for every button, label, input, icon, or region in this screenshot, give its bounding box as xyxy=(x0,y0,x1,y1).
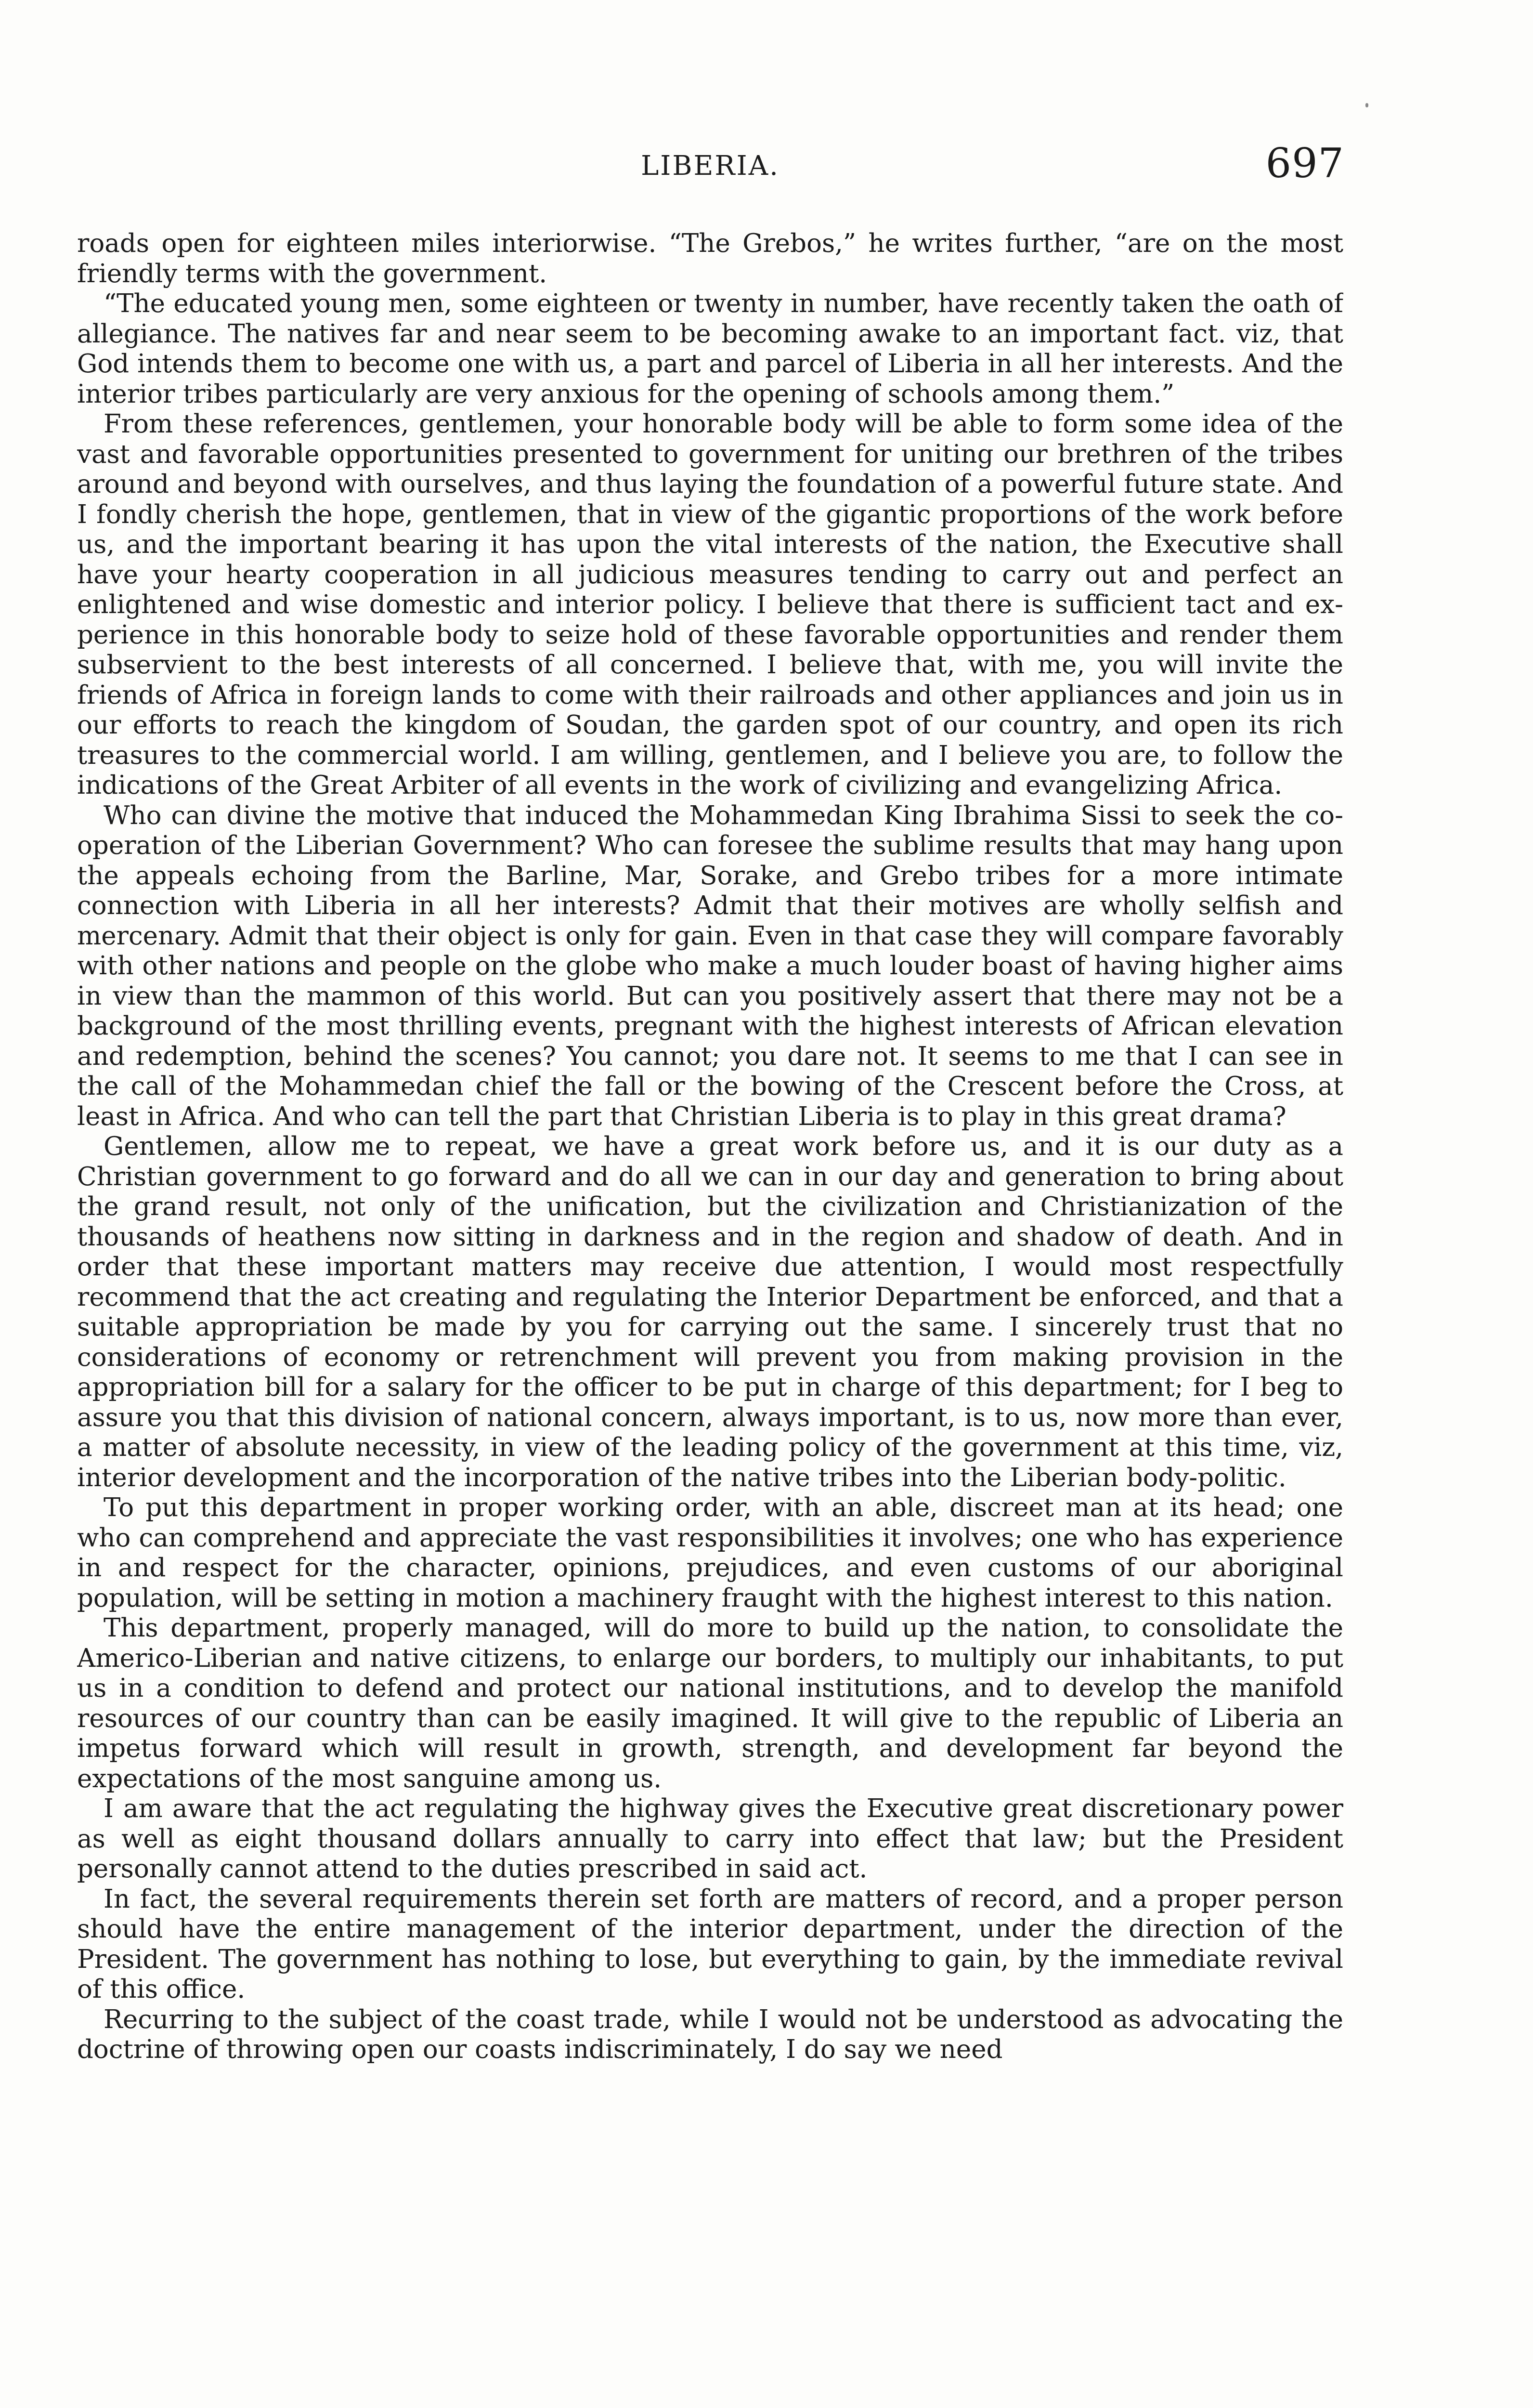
paragraph-3: From these references, gentlemen, your honorable body will be able to form some idea of the vast and favorable opportunities presented to government for uniting our brethren of the tribes around and beyond with ourselves, and thus laying the foundation of a powerful future state. And I fondly cherish the hope, gentlemen, that in view of the gigantic proportions of the work before us, and the important bearing it has upon the vital interests of the nation, the Executive shall have your hearty cooperation in all judicious measures tending to carry out and perfect an enlightened and wise domestic and interior policy. I believe that there is sufficient tact and experience in this honorable body to seize hold of these favorable opportunities and render them subservient to the best interests of all concerned. I believe that, with me, you will invite the friends of Africa in foreign lands to come with their railroads and other appliances and join us in our efforts to reach the kingdom of Soudan, the garden spot of our country, and open its rich treasures to the commercial world. I am willing, gentlemen, and I believe you are, to follow the indications of the Great Arbiter of all events in the work of civilizing and evangelizing Africa. xyxy=(77,409,1343,800)
paragraph-7: This department, properly managed, will do more to build up the nation, to consolidate the Americo-Liberian and native citizens, to enlarge our borders, to multiply our inhabitants, to put us in a condition to defend and protect our national institutions, and to develop the manifold resources of our country than can be easily imagined. It will give to the republic of Liberia an impetus forward which will result in growth, strength, and development far beyond the expectations of the most sanguine among us. xyxy=(77,1613,1343,1793)
paragraph-1: roads open for eighteen miles interiorwise. “The Grebos,” he writes further, “are on the most friendly terms with the government. xyxy=(77,229,1343,288)
page-number: 697 xyxy=(1265,140,1344,187)
paragraph-6: To put this department in proper working order, with an able, discreet man at its head; one who can comprehend and appreciate the vast responsibilities it involves; one who has experience in and respect for the character, opinions, prejudices, and even customs of our aboriginal population, will be setting in motion a machinery fraught with the highest interest to this nation. xyxy=(77,1493,1343,1613)
page-header xyxy=(77,140,1343,197)
paragraph-2: “The educated young men, some eighteen or twenty in number, have recently taken the oath of allegiance. The natives far and near seem to be becoming awake to an important fact. viz, that God intends them to become one with us, a part and parcel of Liberia in all her interests. And the interior tribes particularly are very anxious for the opening of schools among them.” xyxy=(77,289,1343,409)
paragraph-5: Gentlemen, allow me to repeat, we have a great work before us, and it is our duty as a Christian government to go forward and do all we can in our day and generation to bring about the grand result, not only of the unification, but the civilization and Christianization of the thousands of heathens now sitting in darkness and in the region and shadow of death. And in order that these important matters may receive due attention, I would most respectfully recommend that the act creating and regulating the Interior Department be enforced, and that a suitable appropriation be made by you for carrying out the same. I sincerely trust that no considerations of economy or retrenchment will prevent you from making provision in the appropriation bill for a salary for the officer to be put in charge of this department; for I beg to assure you that this division of national concern, always important, is to us, now more than ever, a matter of absolute necessity, in view of the leading policy of the government at this time, viz, interior development and the incorporation of the native tribes into the Liberian body-politic. xyxy=(77,1132,1343,1492)
paragraph-9: In fact, the several requirements therein set forth are matters of record, and a proper person should have the entire management of the interior department, under the direction of the President. The government has nothing to lose, but everything to gain, by the immediate revival of this office. xyxy=(77,1884,1343,2004)
body-text xyxy=(77,229,1343,2406)
paragraph-8: I am aware that the act regulating the highway gives the Executive great discretionary power as well as eight thousand dollars annually to carry into effect that law; but the President personally cannot attend to the duties prescribed in said act. xyxy=(77,1794,1343,1884)
paragraph-4: Who can divine the motive that induced the Mohammedan King Ibrahima Sissi to seek the co-operation of the Liberian Government? Who can foresee the sublime results that may hang upon the appeals echoing from the Barline, Mar, Sorake, and Grebo tribes for a more intimate connection with Liberia in all her interests? Admit that their motives are wholly selfish and mercenary. Admit that their object is only for gain. Even in that case they will compare favorably with other nations and people on the globe who make a much louder boast of having higher aims in view than the mammon of this world. But can you positively assert that there may not be a background of the most thrilling events, pregnant with the highest interests of African elevation and redemption, behind the scenes? You cannot; you dare not. It seems to me that I can see in the call of the Mohammedan chief the fall or the bowing of the Crescent before the Cross, at least in Africa. And who can tell the part that Christian Liberia is to play in this great drama? xyxy=(77,800,1343,1131)
scan-speck xyxy=(1365,103,1368,107)
running-title: LIBERIA. xyxy=(641,150,779,182)
paragraph-10: Recurring to the subject of the coast trade, while I would not be understood as advocating the doctrine of throwing open our coasts indiscriminately, I do say we need xyxy=(77,2004,1343,2064)
